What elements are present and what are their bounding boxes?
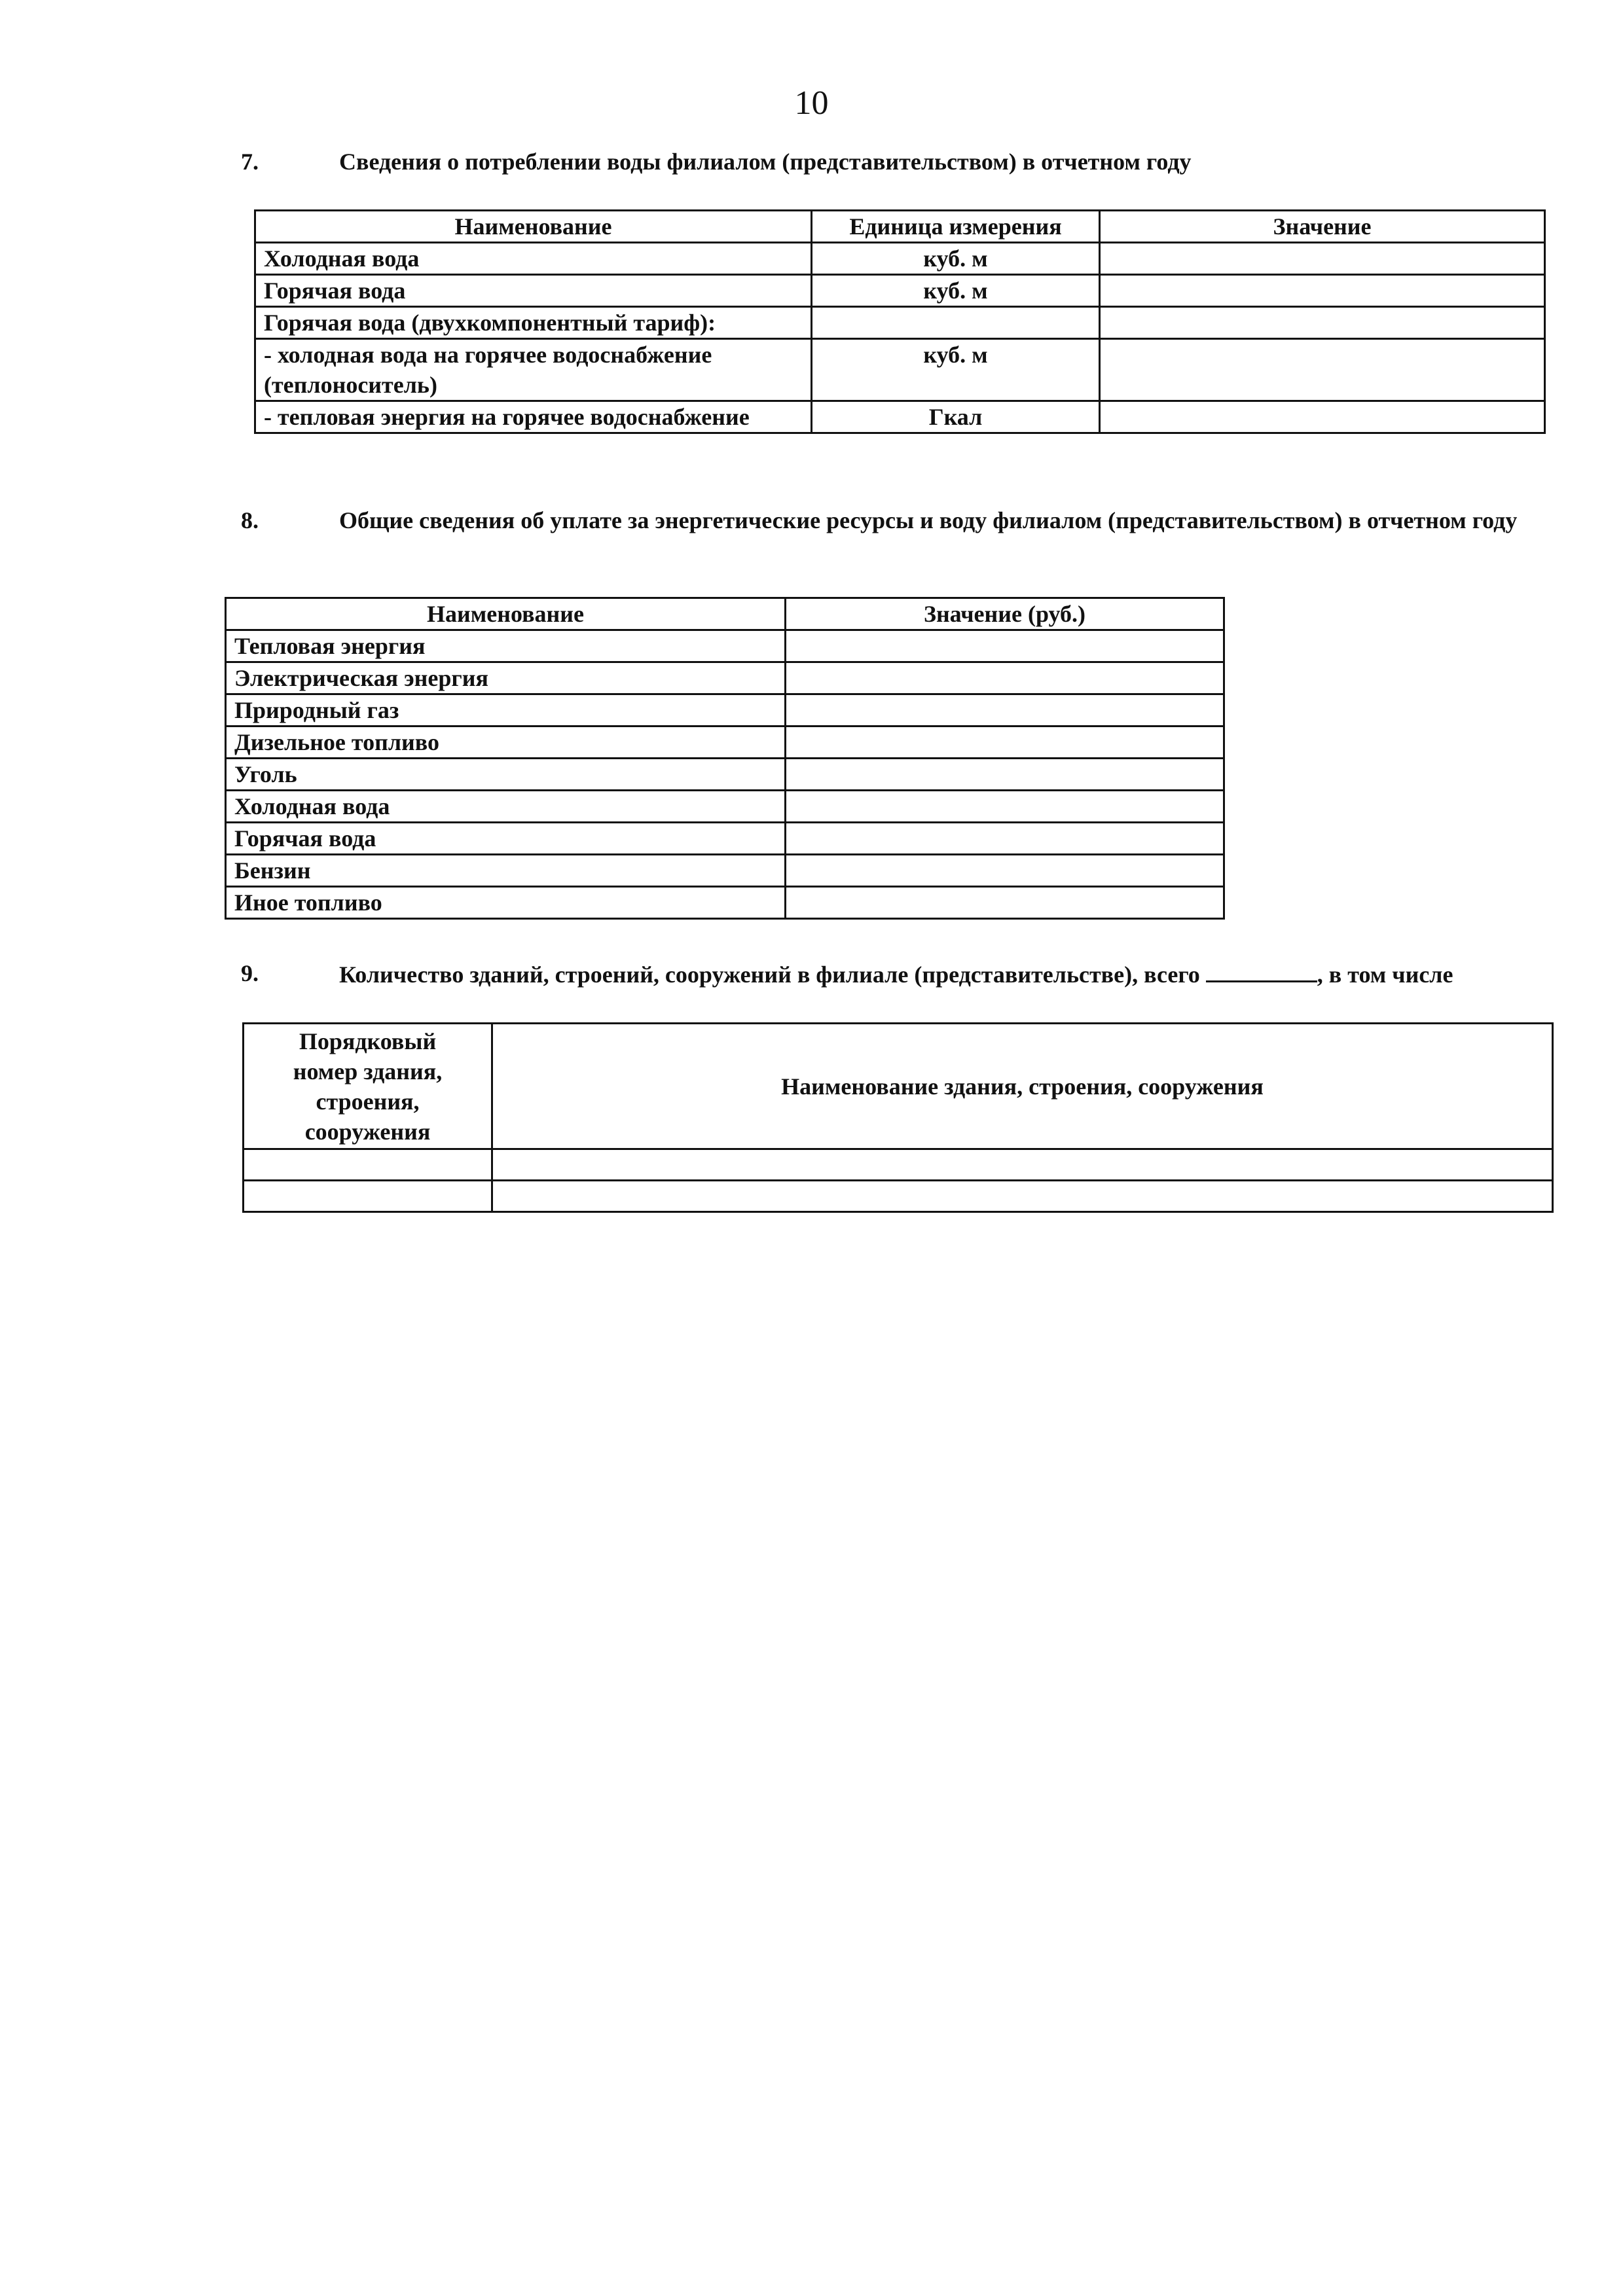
table-header-row — [255, 211, 1545, 243]
header-unit: Единица измерения — [812, 211, 1100, 243]
section-9-title-after: , в том числе — [1317, 961, 1453, 988]
table-row — [255, 339, 1545, 401]
section-8-number: 8. — [241, 507, 259, 533]
table-header-row — [244, 1024, 1553, 1149]
row-value-cell[interactable] — [786, 630, 1224, 662]
section-9-title-before: Количество зданий, строений, сооружений в филиале (представительстве), всего — [339, 961, 1200, 988]
row-name: Природный газ — [226, 694, 786, 726]
row-name: - холодная вода на горячее водоснабжение (теплоноситель) — [255, 339, 812, 401]
energy-payments-table — [225, 597, 1225, 920]
header-value: Значение — [1100, 211, 1545, 243]
table-header-row — [226, 598, 1224, 630]
row-name: Тепловая энергия — [226, 630, 786, 662]
row-name: Горячая вода — [226, 823, 786, 855]
row-name: Электрическая энергия — [226, 662, 786, 694]
table-row — [226, 630, 1224, 662]
row-value-cell[interactable] — [786, 662, 1224, 694]
row-name: Горячая вода (двухкомпонентный тариф): — [255, 307, 812, 339]
building-name-cell[interactable] — [492, 1181, 1553, 1212]
table-row — [226, 887, 1224, 919]
row-unit: куб. м — [812, 339, 1100, 401]
row-name: Дизельное топливо — [226, 726, 786, 759]
building-number-cell[interactable] — [244, 1181, 492, 1212]
row-name: - тепловая энергия на горячее водоснабжение — [255, 401, 812, 433]
table-row — [244, 1149, 1553, 1181]
row-unit: Гкал — [812, 401, 1100, 433]
table-row — [255, 275, 1545, 307]
table-row — [244, 1181, 1553, 1212]
header-building-name: Наименование здания, строения, сооружения — [492, 1024, 1553, 1149]
table-row — [226, 759, 1224, 791]
row-value-cell[interactable] — [786, 855, 1224, 887]
buildings-table — [242, 1022, 1554, 1213]
row-value-cell[interactable] — [1100, 275, 1545, 307]
section-7-heading — [241, 145, 1550, 185]
page-number: 10 — [794, 84, 829, 122]
row-unit: куб. м — [812, 243, 1100, 275]
header-name: Наименование — [226, 598, 786, 630]
building-number-cell[interactable] — [244, 1149, 492, 1181]
table-row — [255, 401, 1545, 433]
header-value: Значение (руб.) — [786, 598, 1224, 630]
table-row — [255, 307, 1545, 339]
row-value-cell[interactable] — [786, 791, 1224, 823]
row-value-cell[interactable] — [1100, 243, 1545, 275]
table-row — [226, 855, 1224, 887]
row-name: Бензин — [226, 855, 786, 887]
table-row — [226, 662, 1224, 694]
header-building-number: Порядковый номер здания, строения, сооружения — [244, 1024, 492, 1149]
section-7-number: 7. — [241, 149, 259, 175]
row-value-cell[interactable] — [786, 726, 1224, 759]
building-name-cell[interactable] — [492, 1149, 1553, 1181]
total-count-blank[interactable] — [1206, 957, 1317, 982]
section-8-heading — [241, 504, 1550, 576]
row-unit — [812, 307, 1100, 339]
table-row — [226, 791, 1224, 823]
row-value-cell[interactable] — [1100, 339, 1545, 401]
row-name: Холодная вода — [226, 791, 786, 823]
section-7-title: Сведения о потреблении воды филиалом (представительством) в отчетном году — [339, 149, 1192, 175]
table-row — [226, 694, 1224, 726]
table-row — [226, 823, 1224, 855]
table-row — [226, 726, 1224, 759]
row-name: Горячая вода — [255, 275, 812, 307]
section-9-number: 9. — [241, 960, 259, 986]
section-9-title — [339, 957, 1557, 991]
row-value-cell[interactable] — [1100, 307, 1545, 339]
row-value-cell[interactable] — [1100, 401, 1545, 433]
section-8-title: Общие сведения об уплате за энергетические ресурсы и воду филиалом (представительством) в отчетном году — [339, 507, 1518, 533]
table-row — [255, 243, 1545, 275]
section-9-heading — [241, 957, 1550, 996]
row-value-cell[interactable] — [786, 887, 1224, 919]
header-name: Наименование — [255, 211, 812, 243]
row-name: Холодная вода — [255, 243, 812, 275]
row-unit: куб. м — [812, 275, 1100, 307]
row-name: Уголь — [226, 759, 786, 791]
row-name: Иное топливо — [226, 887, 786, 919]
row-value-cell[interactable] — [786, 759, 1224, 791]
water-consumption-table — [254, 209, 1546, 434]
row-value-cell[interactable] — [786, 694, 1224, 726]
row-value-cell[interactable] — [786, 823, 1224, 855]
